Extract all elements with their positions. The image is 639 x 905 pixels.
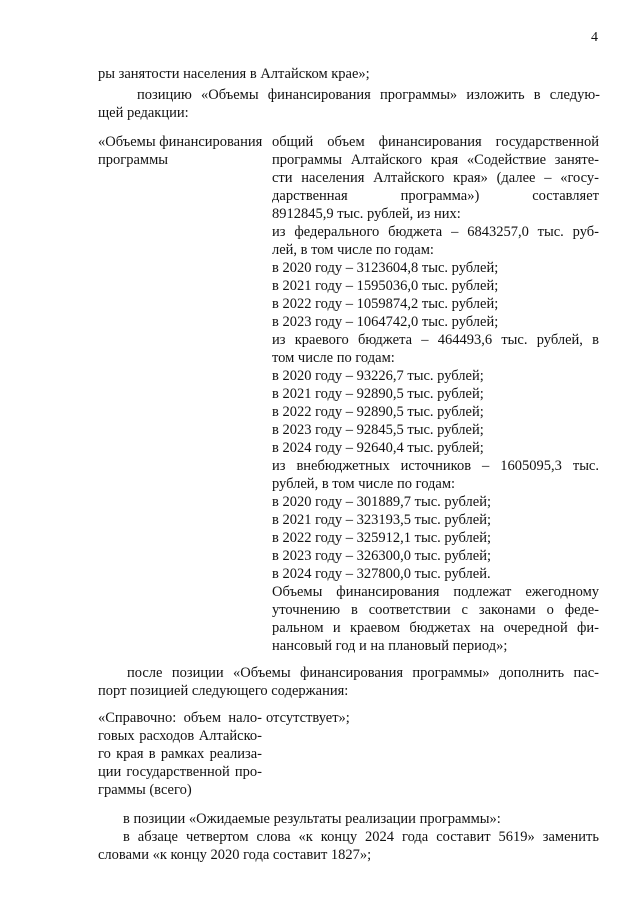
financing-line: в 2023 году – 1064742,0 тыс. рублей;: [272, 314, 499, 330]
financing-label-line-1: «Объемы финансирования: [98, 134, 263, 150]
tax-label-line: го края в рамках реализа-: [98, 746, 262, 762]
financing-line: лей, в том числе по годам:: [272, 242, 434, 258]
financing-line: в 2023 году – 326300,0 тыс. рублей;: [272, 548, 492, 564]
para3-line-2: в абзаце четвертом слова «к концу 2024 года составит 5619» заменить: [123, 829, 599, 845]
tax-value: отсутствует»;: [266, 710, 350, 726]
para2-line-2: порт позицией следующего содержания:: [98, 683, 349, 699]
tax-label-line: граммы (всего): [98, 782, 192, 798]
financing-line: из федерального бюджета – 6843257,0 тыс. руб-: [272, 224, 599, 240]
para3-line-3: словами «к концу 2020 года составит 1827»;: [98, 847, 372, 863]
financing-line: в 2020 году – 93226,7 тыс. рублей;: [272, 368, 484, 384]
intro-line-2: позицию «Объемы финансирования программы» изложить в следую-: [137, 87, 600, 103]
financing-line: нансовый год и на плановый период»;: [272, 638, 508, 654]
intro-line-1: ры занятости населения в Алтайском крае»;: [98, 66, 370, 82]
financing-line: рублей, в том числе по годам:: [272, 476, 456, 492]
para3-line-1: в позиции «Ожидаемые результаты реализации программы»:: [123, 811, 501, 827]
financing-line: уточнению в соответствии с законами о феде-: [272, 602, 599, 618]
page-number: 4: [591, 30, 598, 45]
tax-label-line: «Справочно: объем нало-: [98, 710, 262, 726]
financing-line: ральном и краевом бюджетах на очередной фи-: [272, 620, 599, 636]
financing-line: в 2020 году – 3123604,8 тыс. рублей;: [272, 260, 499, 276]
financing-line: в 2022 году – 92890,5 тыс. рублей;: [272, 404, 484, 420]
financing-line: общий объем финансирования государственной: [272, 134, 599, 150]
financing-line: в 2021 году – 92890,5 тыс. рублей;: [272, 386, 484, 402]
financing-line: сти населения Алтайского края» (далее – «госу-: [272, 170, 599, 186]
financing-line: в 2021 году – 323193,5 тыс. рублей;: [272, 512, 492, 528]
intro-line-3: щей редакции:: [98, 105, 189, 121]
financing-line: в 2022 году – 325912,1 тыс. рублей;: [272, 530, 492, 546]
financing-line: дарственная программа») составляет: [272, 188, 599, 204]
tax-label-line: ции государственной про-: [98, 764, 262, 780]
financing-line: Объемы финансирования подлежат ежегодному: [272, 584, 599, 600]
tax-label-line: говых расходов Алтайско-: [98, 728, 262, 744]
financing-line: программы Алтайского края «Содействие заняте-: [272, 152, 599, 168]
financing-line: в 2022 году – 1059874,2 тыс. рублей;: [272, 296, 499, 312]
financing-label-line-2: программы: [98, 152, 168, 168]
financing-line: из внебюджетных источников – 1605095,3 тыс.: [272, 458, 599, 474]
para2-line-1: после позиции «Объемы финансирования программы» дополнить пас-: [127, 665, 599, 681]
financing-line: в 2024 году – 327800,0 тыс. рублей.: [272, 566, 491, 582]
financing-line: в 2020 году – 301889,7 тыс. рублей;: [272, 494, 492, 510]
financing-line: из краевого бюджета – 464493,6 тыс. рублей, в: [272, 332, 599, 348]
financing-line: в 2024 году – 92640,4 тыс. рублей;: [272, 440, 484, 456]
financing-line: том числе по годам:: [272, 350, 395, 366]
financing-line: 8912845,9 тыс. рублей, из них:: [272, 206, 461, 222]
financing-line: в 2021 году – 1595036,0 тыс. рублей;: [272, 278, 499, 294]
financing-line: в 2023 году – 92845,5 тыс. рублей;: [272, 422, 484, 438]
